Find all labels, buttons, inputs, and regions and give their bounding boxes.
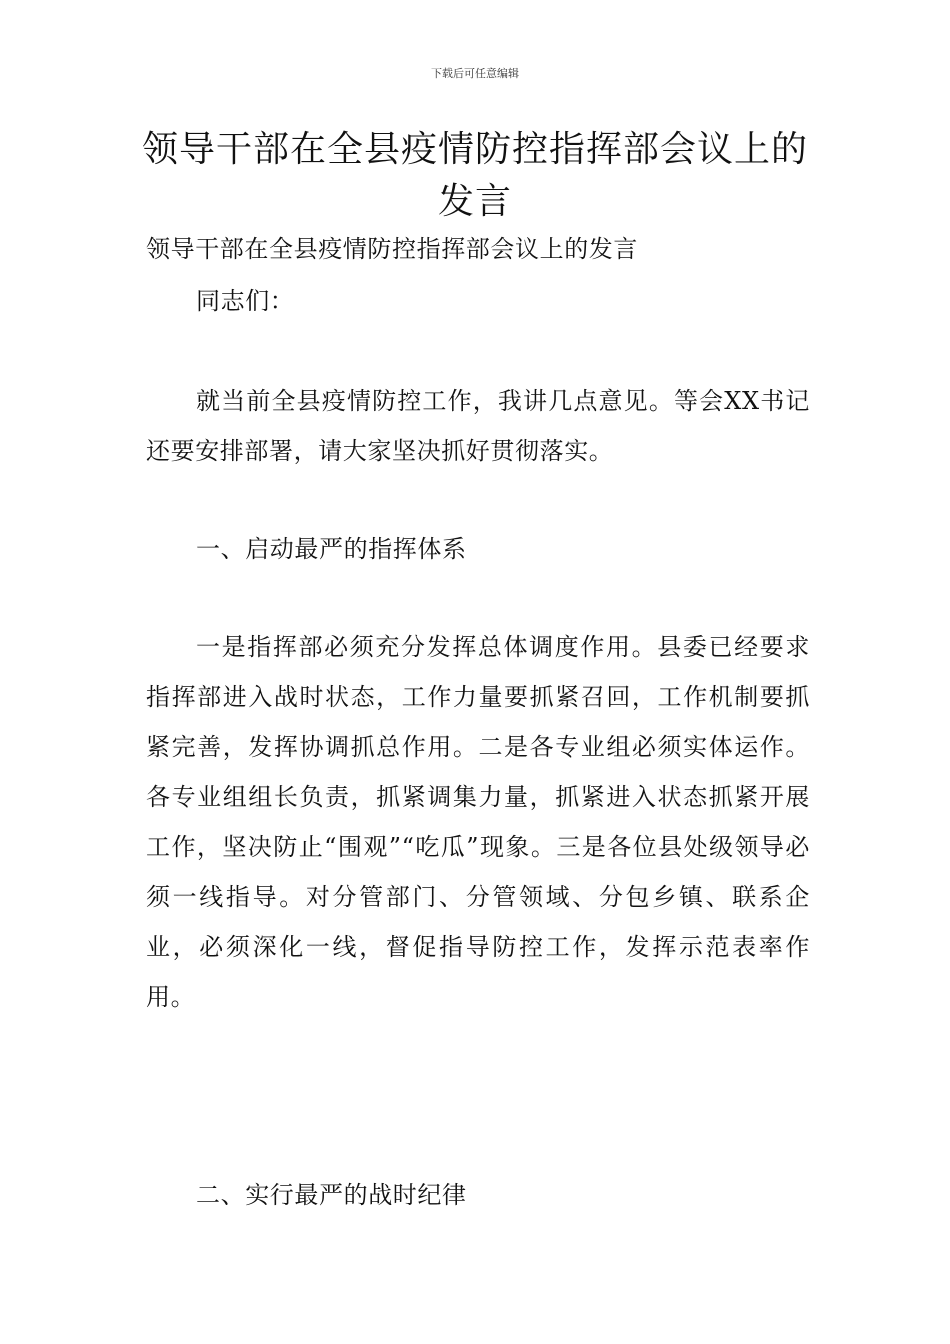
greeting: 同志们： [196,287,295,315]
document-subtitle: 领导干部在全县疫情防控指挥部会议上的发言 [146,235,638,263]
section-heading-1: 一、启动最严的指挥体系 [196,535,467,563]
page-header-note: 下载后可任意编辑 [431,67,519,80]
intro-paragraph: 就当前全县疫情防控工作，我讲几点意见。等会XX书记还要安排部署，请大家坚决抓好贯彻落实。 [146,387,810,465]
document-title: 领导干部在全县疫情防控指挥部会议上的发言 [141,129,808,222]
section-heading-2: 二、实行最严的战时纪律 [196,1181,467,1209]
section-body-1: 一是指挥部必须充分发挥总体调度作用。县委已经要求指挥部进入战时状态，工作力量要抓紧召回，工作机制要抓紧完善，发挥协调抓总作用。二是各专业组必须实体运作。各专业组组长负责，抓紧调集力量，抓紧进入状态抓紧开展工作，坚决防止“围观”“吃瓜”现象。三是各位县处级领导必须一线指导。对分管部门、分管领域、分包乡镇、联系企业，必须深化一线，督促指导防控工作，发挥示范表率作用。 [146,633,810,1011]
